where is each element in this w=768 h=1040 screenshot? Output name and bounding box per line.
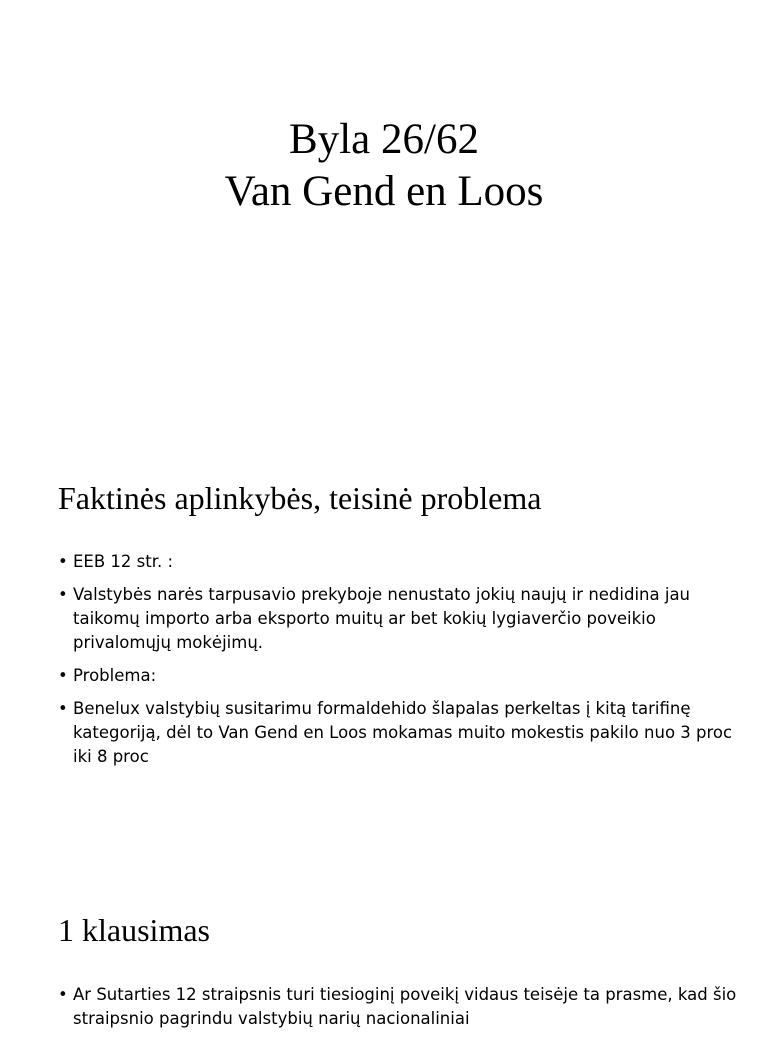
bullet-marker: • — [58, 699, 68, 718]
case-name: Van Gend en Loos — [224, 168, 544, 215]
list-item — [58, 550, 748, 574]
list-item-text: Benelux valstybių susitarimu formaldehido šlapalas perkeltas į kitą tarifinę kategoriją, dėl to Van Gend en Loos mokamas muito mokestis pakilo nuo 3 proc iki 8 proc — [73, 699, 733, 766]
list-item — [58, 697, 748, 769]
list-item-text: Ar Sutarties 12 straipsnis turi tiesioginį poveikį vidaus teisėje ta prasme, kad šio straipsnio pagrindu valstybių narių nacionaliniai — [73, 985, 737, 1028]
question-1-bullet-list — [58, 983, 748, 1040]
list-item — [58, 583, 748, 655]
list-item-text: Problema: — [73, 666, 157, 685]
bullet-marker: • — [58, 666, 68, 685]
bullet-marker: • — [58, 552, 68, 571]
slide-title — [0, 114, 768, 218]
case-number: Byla 26/62 — [289, 116, 479, 163]
section-heading-question-1: 1 klausimas — [58, 912, 210, 948]
list-item-text: Valstybės narės tarpusavio prekyboje nenustato jokių naujų ir nedidina jau taikomų importo arba eksporto muitų ar bet kokių lygiaverčio poveikio privalomųjų mokėjimų. — [73, 585, 691, 652]
bullet-marker: • — [58, 985, 68, 1004]
bullet-marker: • — [58, 585, 68, 604]
section-heading-facts: Faktinės aplinkybės, teisinė problema — [58, 480, 542, 516]
facts-bullet-list — [58, 550, 748, 778]
list-item-text: EEB 12 str. : — [73, 552, 174, 571]
list-item — [58, 664, 748, 688]
